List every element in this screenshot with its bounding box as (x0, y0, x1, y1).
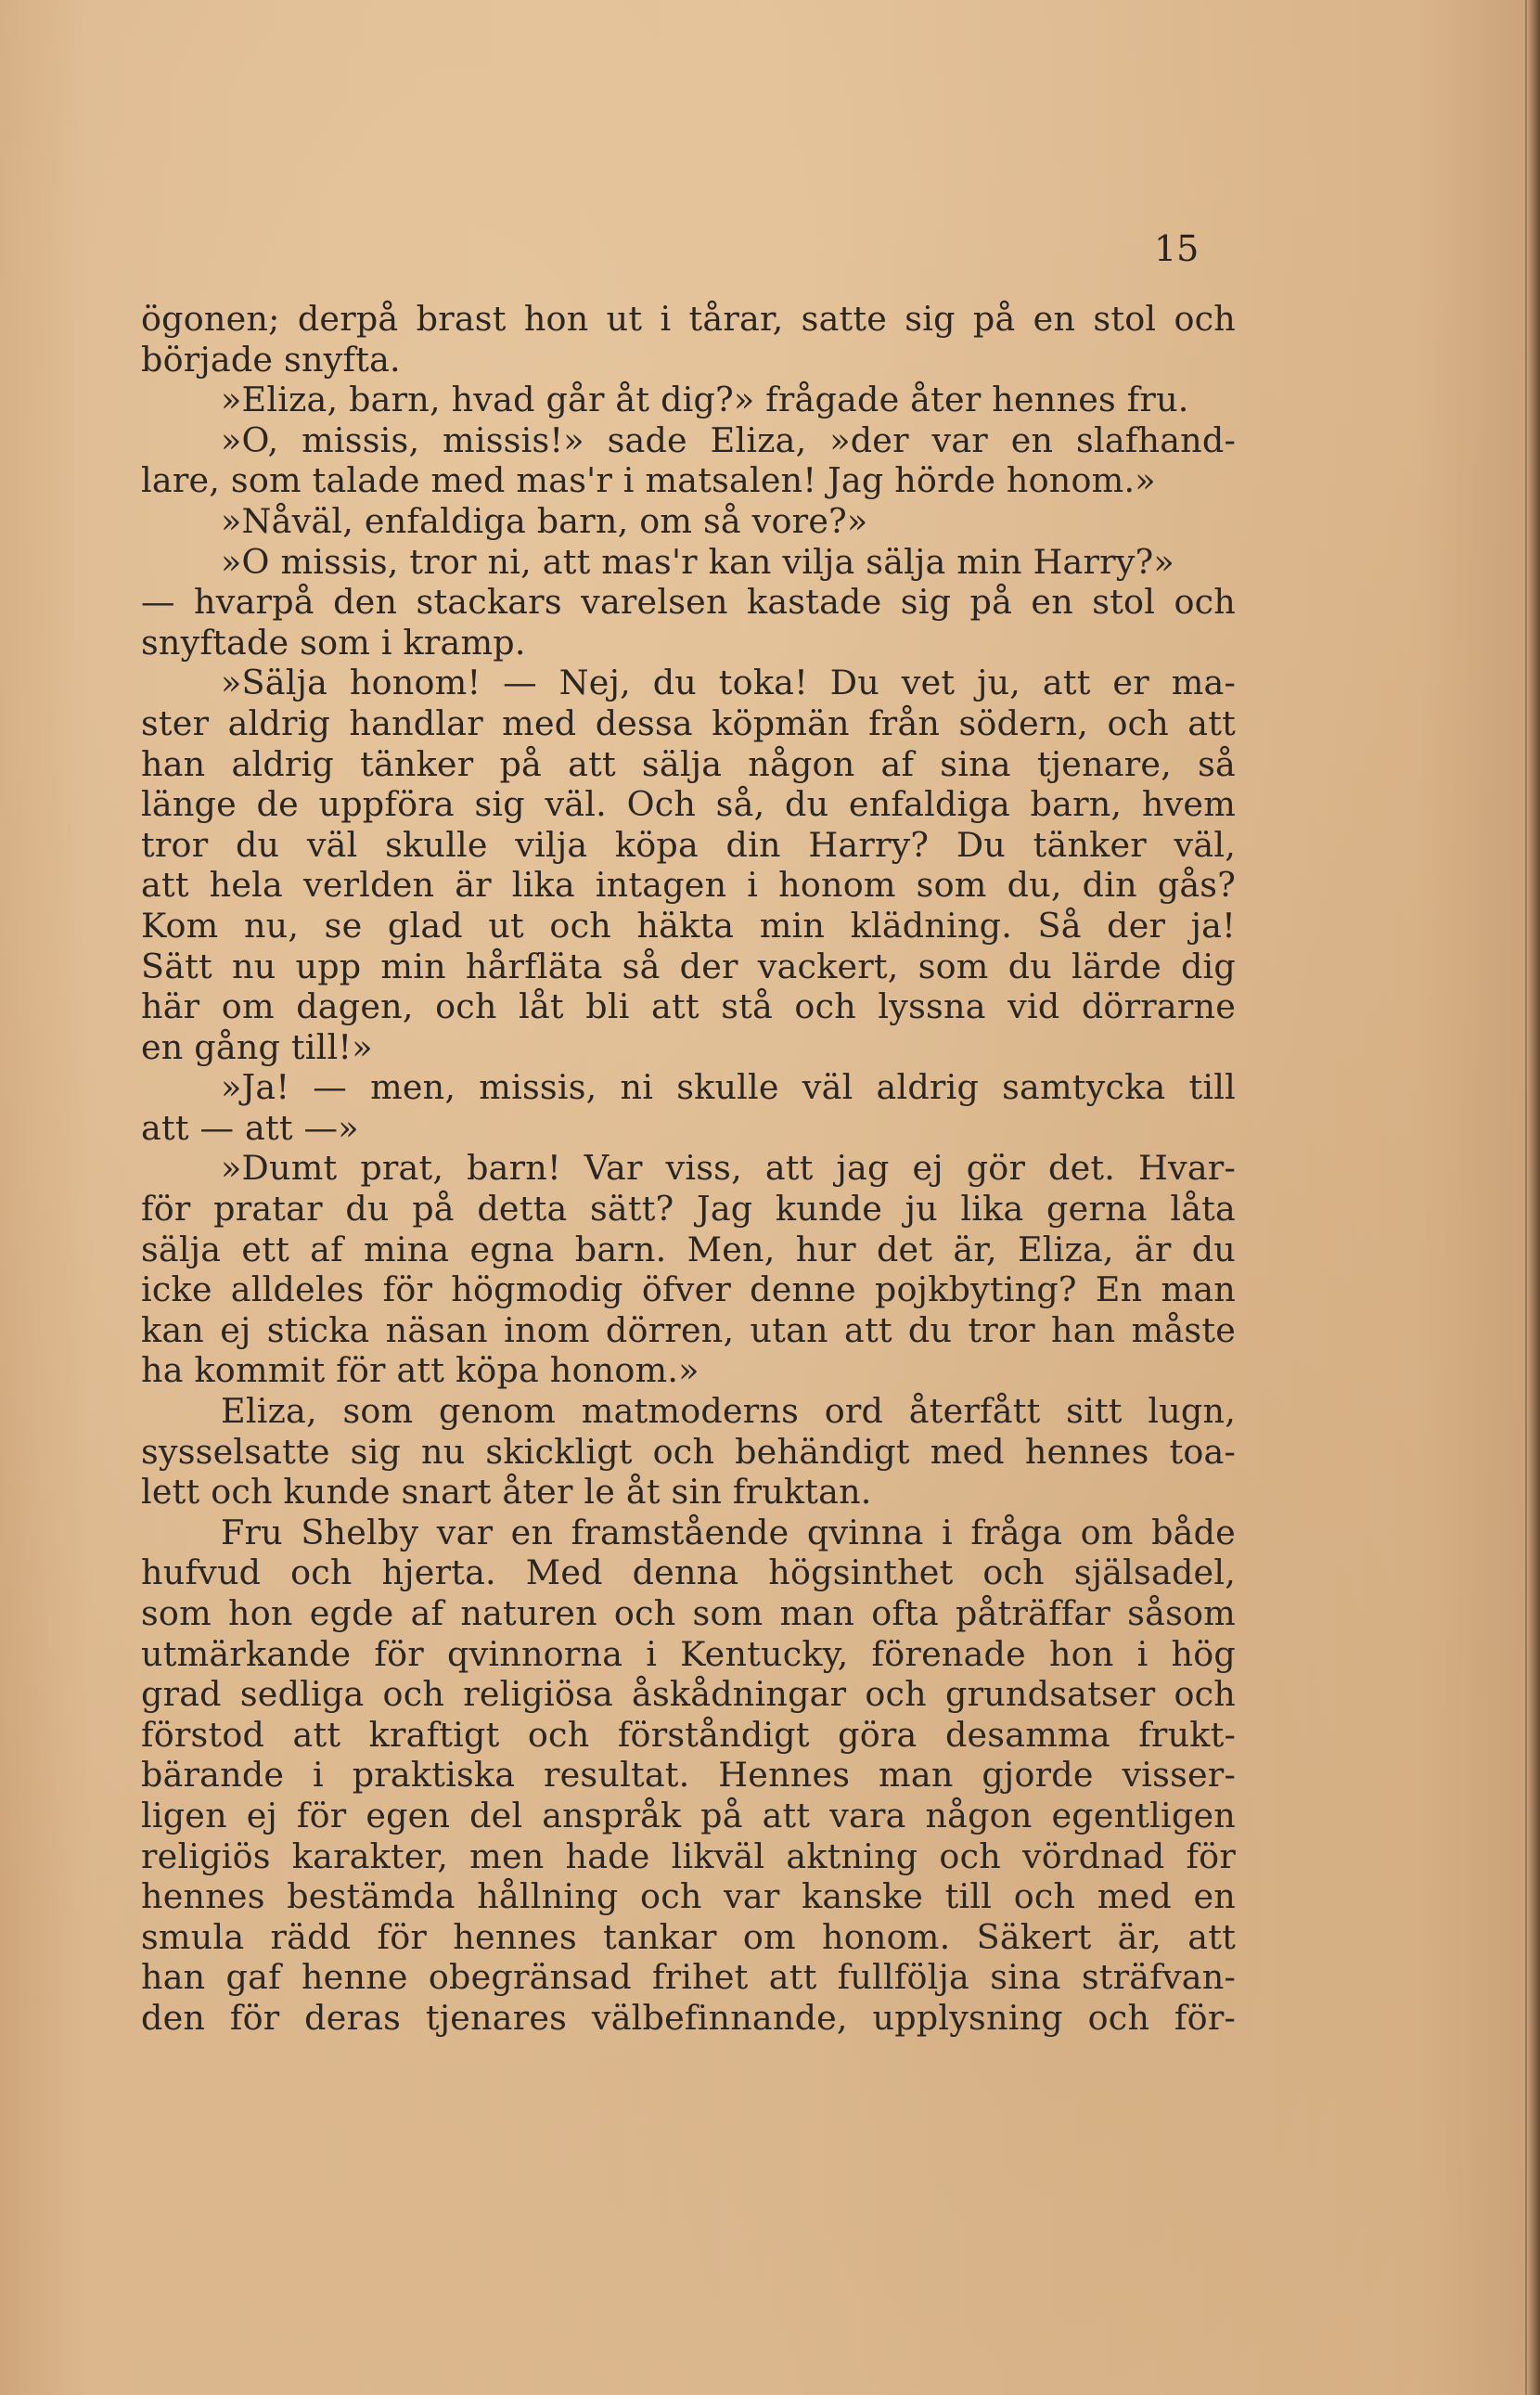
text-line: icke alldeles för högmodig öfver denne pojkbyting? En man (141, 1269, 1236, 1310)
text-line: bärande i praktiska resultat. Hennes man gjorde visser- (141, 1755, 1236, 1796)
text-line: »Nåväl, enfaldiga barn, om så vore?» (221, 500, 868, 541)
text-line: »Eliza, barn, hvad går åt dig?» frågade åter hennes fru. (221, 380, 1189, 420)
text-line: hennes bestämda hållning och var kanske till och med en (141, 1876, 1236, 1917)
text-line: förstod att kraftigt och förståndigt göra desamma frukt- (141, 1714, 1236, 1755)
text-line: ögonen; derpå brast hon ut i tårar, satte sig på en stol och (141, 299, 1236, 339)
text-line: »Dumt prat, barn! Var viss, att jag ej gör det. Hvar- (221, 1148, 1236, 1189)
page-number: 15 (1154, 228, 1200, 269)
text-line: snyftade som i kramp. (141, 622, 526, 663)
text-line: här om dagen, och låt bli att stå och lyssna vid dörrarne (141, 986, 1236, 1027)
text-line: sysselsatte sig nu skickligt och behändigt med hennes toa- (141, 1431, 1236, 1472)
text-line: för pratar du på detta sätt? Jag kunde ju lika gerna låta (141, 1189, 1236, 1230)
text-line: »O missis, tror ni, att mas'r kan vilja sälja min Harry?» (221, 541, 1174, 582)
text-line: smula rädd för hennes tankar om honom. Säkert är, att (141, 1916, 1236, 1957)
text-line: religiös karakter, men hade likväl aktning och vördnad för (141, 1835, 1236, 1876)
text-line: sälja ett af mina egna barn. Men, hur det är, Eliza, är du (141, 1229, 1236, 1269)
text-line: »Sälja honom! — Nej, du toka! Du vet ju, att er ma- (221, 663, 1236, 703)
text-line: ligen ej för egen del anspråk på att vara någon egentligen (141, 1795, 1236, 1835)
text-line: Sätt nu upp min hårfläta så der vackert, som du lärde dig (141, 946, 1236, 986)
text-line: som hon egde af naturen och som man ofta påträffar såsom (141, 1593, 1236, 1633)
text-line: han aldrig tänker på att sälja någon af sina tjenare, så (141, 743, 1236, 784)
text-line: började snyfta. (141, 339, 401, 380)
page-edge-shadow (1527, 0, 1540, 2395)
text-line: tror du väl skulle vilja köpa din Harry? Du tänker väl, (141, 824, 1236, 865)
text-line: hufvud och hjerta. Med denna högsinthet och själsadel, (141, 1552, 1236, 1593)
text-line: lett och kunde snart åter le åt sin fruktan. (141, 1472, 872, 1513)
text-line: lare, som talade med mas'r i matsalen! Jag hörde honom.» (141, 460, 1156, 501)
text-line: ster aldrig handlar med dessa köpmän från södern, och att (141, 702, 1236, 743)
text-line: Kom nu, se glad ut och häkta min klädning. Så der ja! (141, 905, 1236, 946)
text-line: han gaf henne obegränsad frihet att fullfölja sina sträfvan- (141, 1957, 1236, 1998)
text-line: Fru Shelby var en framstående qvinna i fråga om både (221, 1512, 1236, 1552)
text-line: den för deras tjenares välbefinnande, upplysning och för- (141, 1997, 1236, 2038)
text-line: länge de uppföra sig väl. Och så, du enfaldiga barn, hvem (141, 784, 1236, 825)
body-text (141, 299, 1236, 2039)
text-line: »Ja! — men, missis, ni skulle väl aldrig samtycka till (221, 1067, 1236, 1108)
text-line: att hela verlden är lika intagen i honom som du, din gås? (141, 865, 1236, 906)
text-line: kan ej sticka näsan inom dörren, utan att du tror han måste (141, 1309, 1236, 1350)
text-line: grad sedliga och religiösa åskådningar och grundsatser och (141, 1674, 1236, 1715)
text-line: »O, missis, missis!» sade Eliza, »der var en slafhand- (221, 419, 1236, 460)
text-line: att — att —» (141, 1107, 359, 1148)
text-line: Eliza, som genom matmoderns ord återfått sitt lugn, (221, 1391, 1236, 1432)
text-line: — hvarpå den stackars varelsen kastade sig på en stol och (141, 582, 1236, 623)
text-line: utmärkande för qvinnorna i Kentucky, förenade hon i hög (141, 1633, 1236, 1674)
text-line: ha kommit för att köpa honom.» (141, 1350, 699, 1391)
text-line: en gång till!» (141, 1026, 373, 1067)
